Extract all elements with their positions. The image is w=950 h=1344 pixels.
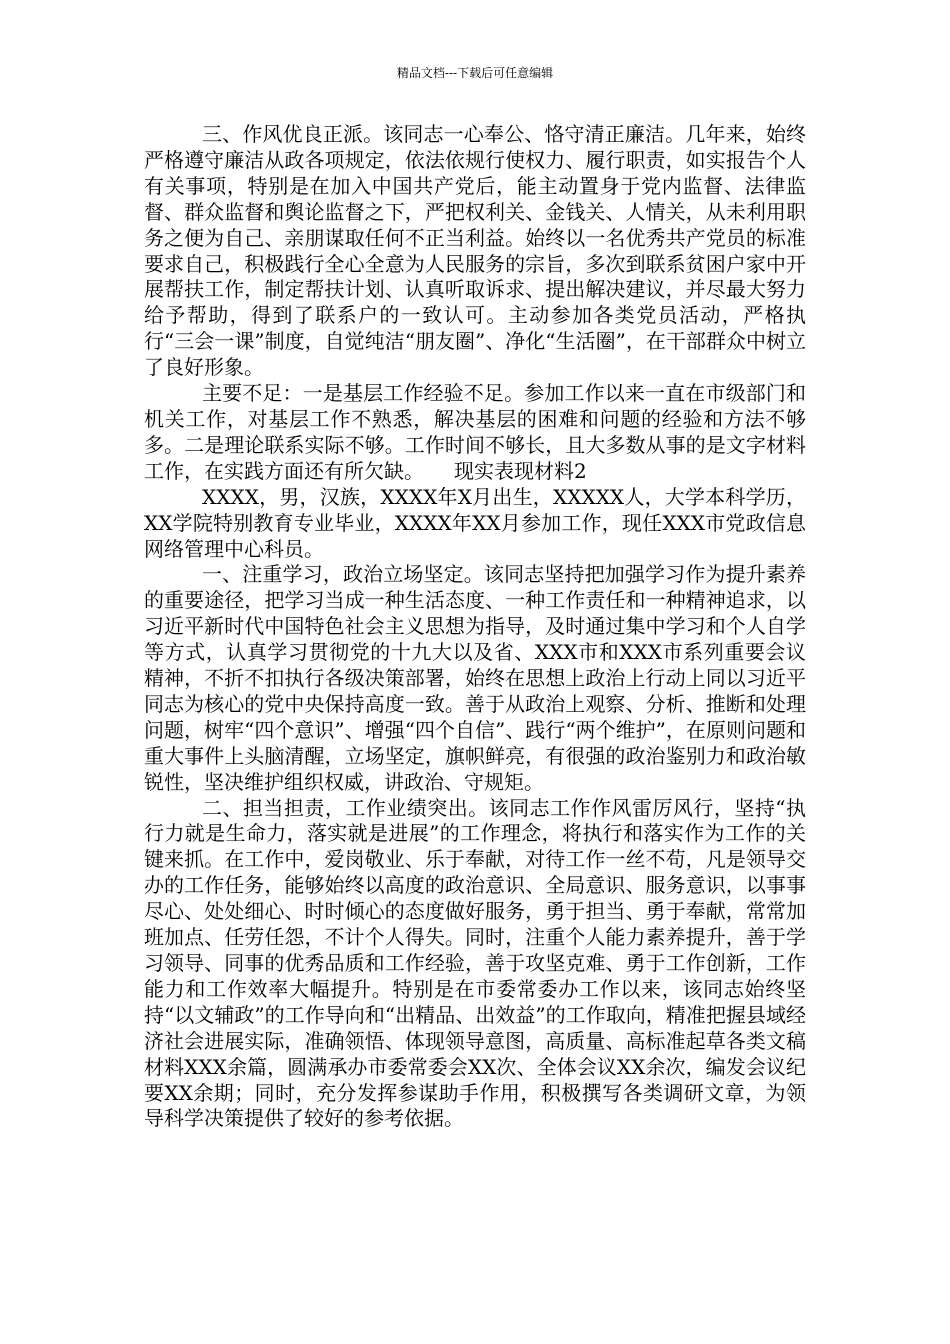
paragraph-responsibility: 二、担当担责，工作业绩突出。该同志工作作风雷厉风行，坚持“执行力就是生命力，落实就是进展”的工作理念，将执行和落实作为工作的关键来抓。在工作中，爱岗敬业、乐于奉献，对待工作一丝不苟，凡是领导交办的工作任务，能够始终以高度的政治意识、全局意识、服务意识，以事事尽心、处处细心、时时倾心的态度做好服务，勇于担当、勇于奉献，常常加班加点、任劳任怨，不计个人得失。同时，注重个人能力素养提升，善于学习领导、同事的优秀品质和工作经验，善于攻坚克难、勇于工作创新，工作能力和工作效率大幅提升。特别是在市委常委办工作以来，该同志始终坚持“以文辅政”的工作导向和“出精品、出效益”的工作取向，精准把握县域经济社会进展实际，准确领悟、体现领导意图，高质量、高标准起草各类文稿材料XXX余篇，圆满承办市委常委会XX次、全体会议XX余次，编发会议纪要XX余期；同时，充分发挥参谋助手作用，积极撰写各类调研文章，为领导科学决策提供了较好的参考依据。 bbox=[144, 795, 806, 1131]
paragraph-conduct: 三、作风优良正派。该同志一心奉公、恪守清正廉洁。几年来，始终严格遵守廉洁从政各项规定，依法依规行使权力、履行职责，如实报告个人有关事项，特别是在加入中国共产党后，能主动置身于党内监督、法律监督、群众监督和舆论监督之下，严把权利关、金钱关、人情关，从未利用职务之便为自己、亲朋谋取任何不正当利益。始终以一名优秀共产党员的标准要求自己，积极践行全心全意为人民服务的宗旨，多次到联系贫困户家中开展帮扶工作，制定帮扶计划、认真听取诉求、提出解决建议，并尽最大努力给予帮助，得到了联系户的一致认可。主动参加各类党员活动，严格执行“三会一课”制度，自觉纯洁“朋友圈”、净化“生活圈”，在干部群众中树立了良好形象。 bbox=[144, 122, 806, 380]
paragraph-study: 一、注重学习，政治立场坚定。该同志坚持把加强学习作为提升素养的重要途径，把学习当成一种生活态度、一种工作责任和一种精神追求，以习近平新时代中国特色社会主义思想为指导，及时通过集中学习和个人自学等方式，认真学习贯彻党的十九大以及省、XXX市和XXX市系列重要会议精神，不折不扣执行各级决策部署，始终在思想上政治上行动上同以习近平同志为核心的党中央保持高度一致。善于从政治上观察、分析、推断和处理问题，树牢“四个意识”、增强“四个自信”、践行“两个维护”，在原则问题和重大事件上头脑清醒，立场坚定，旗帜鲜亮，有很强的政治鉴别力和政治敏锐性，坚决维护组织权威，讲政治、守规矩。 bbox=[144, 562, 806, 794]
paragraph-shortcomings: 主要不足：一是基层工作经验不足。参加工作以来一直在市级部门和机关工作，对基层工作不熟悉，解决基层的困难和问题的经验和方法不够多。二是理论联系实际不够。工作时间不够长，且大多数从事的是文字材料工作，在实践方面还有所欠缺。 现实表现材料2 bbox=[144, 381, 806, 483]
document-body bbox=[144, 122, 806, 1132]
paragraph-profile: XXXX，男，汉族，XXXX年X月出生，XXXXX人，大学本科学历，XX学院特别教育专业毕业，XXXX年XX月参加工作，现任XXX市党政信息网络管理中心科员。 bbox=[144, 484, 806, 561]
page-header: 精品文档---下载后可任意编辑 bbox=[396, 66, 554, 80]
